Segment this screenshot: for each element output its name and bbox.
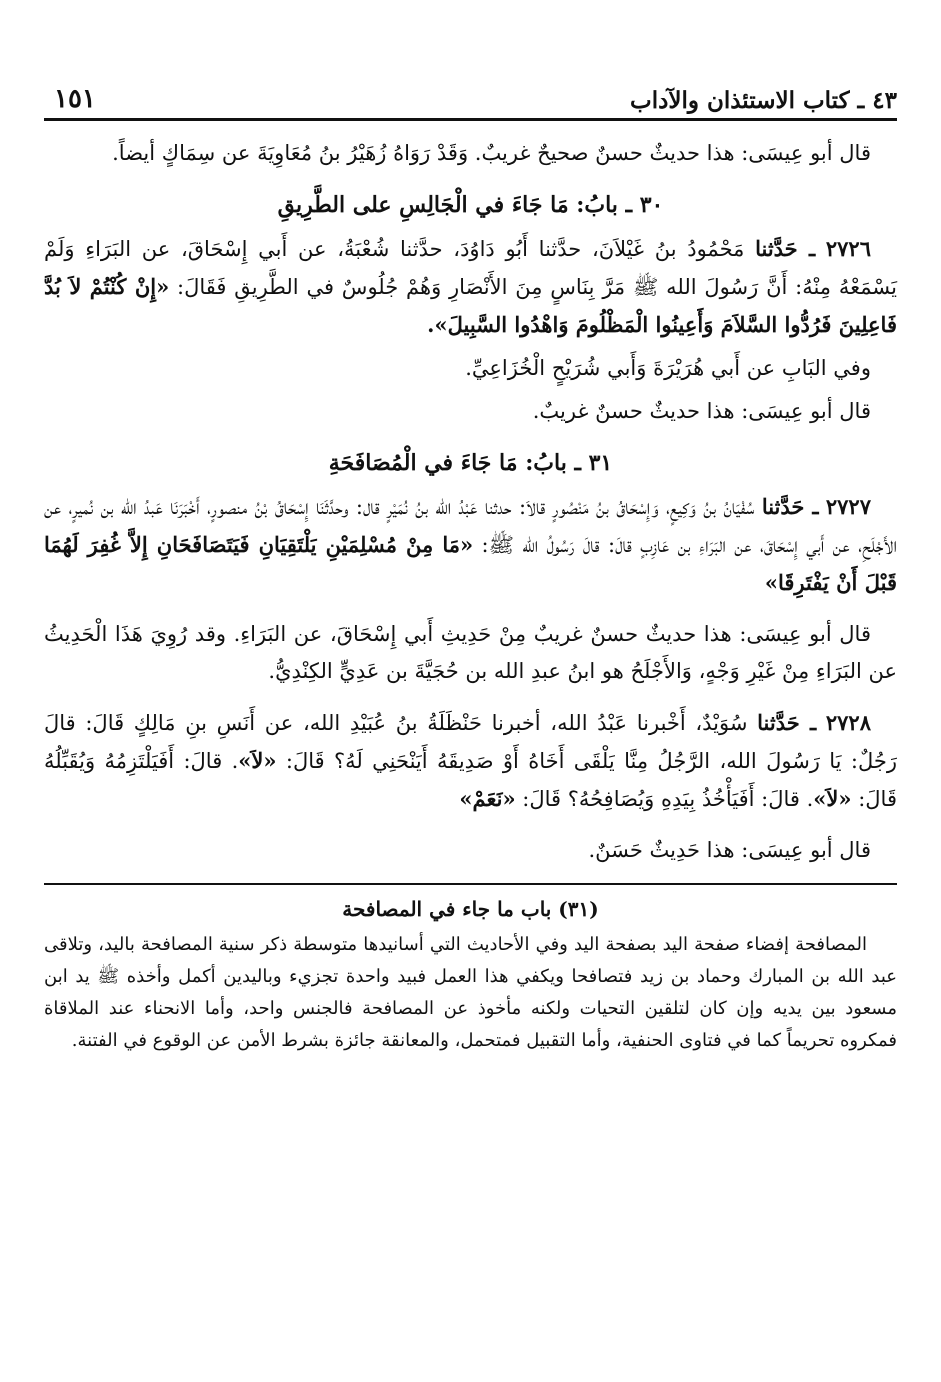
- page-number: ١٥١: [54, 84, 96, 114]
- haddathana-label: ـ حَدَّثنا: [757, 710, 817, 735]
- hadith-2728-note: قال أبو عِيسَى: هذا حَدِيثٌ حَسَنٌ.: [588, 838, 871, 862]
- answer-3: «نَعَمْ»: [459, 786, 516, 811]
- chapter-31-note: قال أبو عِيسَى: هذا حديثٌ حسنٌ غريبٌ مِنْ حَدِيثِ أَبي إِسْحَاقَ، عن البَرَاءِ. وقد رُوِيَ هَذَا الْحَدِيثُ عن البَرَاءِ مِنْ غَيْرِ وَجْهٍ، وَالأَجْلَحُ هو ابنُ عبدِ الله بن حُجَيَّةَ بن عَدِيٍّ الكِنْدِيُّ.: [44, 622, 897, 683]
- footnote-divider: [44, 883, 897, 885]
- hadith-2727: [44, 488, 897, 602]
- haddathana-label: ـ حَدَّثنا: [761, 494, 819, 519]
- chapter-31-heading: ٣١ ـ بابُ: مَا جَاءَ في الْمُصَافَحَةِ: [328, 450, 613, 476]
- hadith-text-part-3: . قالَ: أَفَيَأْخُذُ بِيَدِهِ وَيُصَافِحُهُ؟ قَالَ:: [522, 787, 814, 811]
- commentary-text: المصافحة إفضاء صفحة اليد بصفحة اليد وفي الأحاديث التي أسانيدها متوسطة ذكر سنية المصافحة باليد، وتلاقى عبد الله بن المبارك وحماد بن زيد فتصافحا ويكفي هذا العمل فبيد واحدة تجزيء وباليدين أكمل وأخذه ﷺ يد ابن مسعود بين يديه وإن كان لتلقين التحيات ولكنه مأخوذ عن المصافحة فالجنس واحد، وأما الانحناء عند الملاقاة فمكروه تحريماً كما في فتاوى الحنفية، وأما التقبيل فمتحمل، والمعانقة جائزة بشرط الأمن عن الوقوع في الفتنة.: [44, 934, 897, 1051]
- intro-paragraph: قال أبو عِيسَى: هذا حديثٌ حسنٌ صحيحٌ غريبٌ. وَقَدْ رَوَاهُ زُهَيْرُ بنُ مُعَاوِيَةَ عن سِمَاكٍ أيضاً.: [112, 141, 871, 165]
- haddathana-label: ـ حَدَّثنا: [755, 236, 816, 261]
- hadith-text-part-1: سُوَيْدٌ، أَخْبرنا عَبْدُ الله، أخبرنا حَنْظَلَةُ بنُ عُبَيْدِ الله، عن أَنَسِ بنِ مَالِكٍ قَالَ: قالَ رَجُلٌ: يَا رَسُولَ الله، الرَّجُلُ مِنَّا يَلْقَى أَخَاهُ أَوْ صَدِيقَهُ أَيَنْحَنِي لَهُ؟ قَالَ:: [44, 711, 897, 773]
- answer-1: «لاَ»: [238, 748, 277, 773]
- chapter-30-note-1: وفي البَابِ عن أَبي هُرَيْرَةَ وَأَبي شُرَيْحٍ الْخُزَاعِيِّ.: [465, 356, 871, 380]
- prophet-saying: «إِنْ كُنْتُمْ لاَ بُدَّ فَاعِلِينَ فَرُدُّوا السَّلاَمَ وَأَعِينُوا الْمَظْلُومَ وَاهْدُوا السَّبِيلَ».: [44, 274, 897, 337]
- hadith-number: ٢٧٢٧: [825, 494, 871, 519]
- hadith-text-part-2: . قالَ: أَفَيَلْتَزِمُهُ وَيُقَبِّلُهُ قَالَ:: [44, 749, 897, 811]
- chapter-30-heading: ٣٠ ـ بابُ: مَا جَاءَ في الْجَالِسِ على الطَّرِيقِ: [277, 192, 664, 218]
- chapter-30-note-2: قال أبو عِيسَى: هذا حديثٌ حسنٌ غريبٌ.: [532, 399, 871, 423]
- hadith-2726: [44, 230, 897, 344]
- prophet-saying: «مَا مِنْ مُسْلِمَيْنِ يَلْتَقِيَانِ فَيَتَصَافَحَانِ إِلاَّ غُفِرَ لَهُمَا قَبْلَ أَنْ يَفْتَرِقَا»: [44, 532, 897, 595]
- hadith-number: ٢٧٢٨: [825, 710, 871, 735]
- page-header: [44, 70, 897, 121]
- running-head: ٤٣ ـ كتاب الاستئذان والآداب: [630, 87, 897, 114]
- hadith-isnad: مَحْمُودُ بنُ غَيْلاَنَ، حدَّثنا أَبُو دَاوُدَ، حدَّثنا شُعْبَةُ، عن أَبي إِسْحَاقَ، عن البَرَاءِ وَلَمْ يَسْمَعْهُ مِنْهُ: أَنَّ رَسُولَ الله ﷺ مَرَّ بِنَاسٍ مِنَ الأَنْصَارِ وَهُمْ جُلُوسٌ في الطَّرِيقِ فَقَالَ:: [44, 237, 897, 299]
- hadith-2728: [44, 704, 897, 818]
- commentary-title: (٣١) باب ما جاء في المصافحة: [342, 897, 599, 921]
- hadith-isnad: سُفْيَانُ بنُ وَكِيعٍ، وَإِسْحَاقُ بنُ مَنْصُورٍ قالاَ: حدثنا عَبْدُ الله بنُ نُمَيْرٍ قال: وحدَّثَنَا إِسْحَاقُ بْنُ منصورٍ، أَخْبَرَنَا عَبدُ الله بن نُميرٍ، عن الأَجْلَحِ، عن أَبي إِسْحَاقَ، عن البَرَاءِ بن عَازِبٍ قالَ: قالَ رَسُولُ الله ﷺ:: [44, 495, 898, 557]
- hadith-number: ٢٧٢٦: [825, 236, 871, 261]
- answer-2: «لاَ»: [813, 786, 852, 811]
